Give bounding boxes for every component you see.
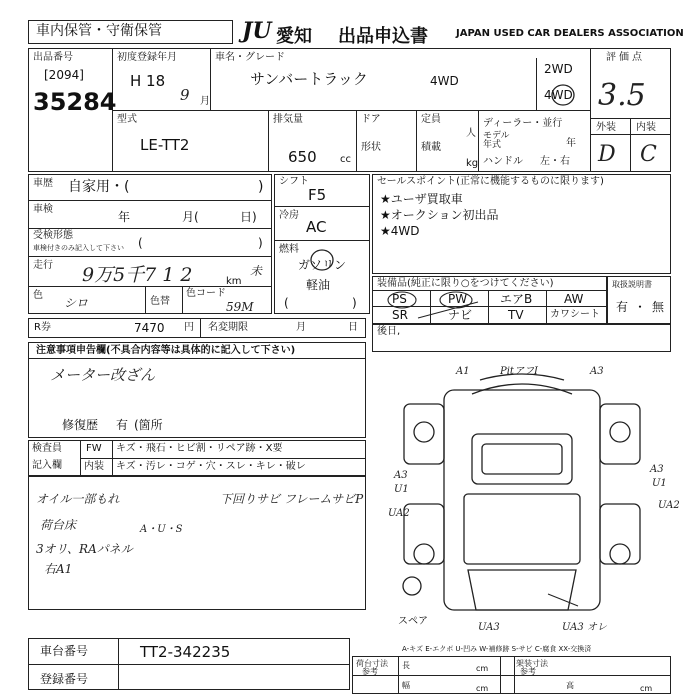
measures-unit-c: cm [640,684,653,693]
inspector-label-2: 記入欄 [32,460,62,471]
inspection-month: 月( [182,210,199,224]
notes-handwritten: メーター改ざん [50,366,156,384]
measures-length-a: 長 [402,661,410,670]
lot-number: 35284 [33,88,117,116]
inspector-label-1: 検査員 [32,443,62,454]
manual-label: 取扱説明書 [612,280,652,289]
equip-ps: PS [392,292,407,306]
handle-value: 左・右 [540,156,570,167]
lot-number-label: 出品番号 [33,52,73,63]
manual-sep: ・ [634,300,647,314]
document-title: 出品申込書 [338,26,428,47]
repair-suffix: (箇所 [134,418,163,432]
inspector-interior-label: 内装 [84,461,104,472]
equip-airbag: エアB [500,292,533,306]
displacement-label: 排気量 [273,114,303,125]
drive-2wd: 2WD [544,62,573,76]
color-code: 59M [226,300,254,314]
rating-label: 評価点 [606,52,645,63]
recycle-amount: 7470 [134,321,165,335]
inspection-form-sub: 車検付きのみ記入して下さい [33,244,124,252]
car-name: サンバートラック [250,70,368,88]
inspection-label: 車検 [33,204,53,215]
after-sale-box [372,324,671,352]
registration-month-unit: 月 [200,96,210,107]
fuel-gas-circle [308,248,336,272]
shift-value: F5 [308,186,327,204]
car-damage-diagram [372,354,672,634]
storage-label: 車内保管・守衛保管 [36,23,162,39]
color-label: 色 [33,290,43,301]
diagram-label-u1-right: U1 [652,478,667,489]
mileage-value: 9万5千7 1 2 [82,264,193,286]
exterior-grade: D [598,142,616,167]
color-code-label: 色コード [186,288,226,299]
manual-yes: 有 [616,300,629,314]
recycle-unit: 円 [184,322,194,333]
deadline-label: 名変期限 [208,322,248,333]
model-value: LE-TT2 [140,136,190,154]
interior-label: 内装 [636,122,656,133]
inspection-year: 年 [118,210,131,224]
drive-4wd: 4WD [544,88,573,102]
registration-label: 初度登録年月 [117,52,177,63]
damage-legend: A-キズ E-エクボ U-凹み W-補修跡 S-サビ C-腐食 XX-交換済 [402,645,592,653]
diagram-label-spare: スペア [398,616,428,627]
fuel-gas: ガソリン [298,258,347,272]
inspector-note-4: A・U・S [140,524,183,535]
displacement-value: 650 [288,148,317,166]
equip-pw: PW [448,292,468,306]
ju-logo: JU [242,18,272,44]
manual-no: 無 [652,300,665,314]
inspection-form-open: ( [138,236,143,250]
association-en: JAPAN USED CAR DEALERS ASSOCIATION [456,28,684,39]
measures-unit-a: cm [476,664,489,673]
diagram-label-ua3-left: UA3 [478,622,500,633]
registration-number-label: 登録番号 [40,672,89,686]
sales-point-2: ★オークション初出品 [380,208,499,222]
year-unit: 年 [566,138,576,149]
mileage-label: 走行 [33,260,53,271]
mileage-unit: km [226,276,242,287]
diagram-label-a3-right: A3 [650,464,664,475]
inspection-day: 日) [240,210,257,224]
registration-era-year: H 18 [130,72,166,90]
repair-label: 修復歴 [62,418,99,432]
diagram-label-a1: A1 [456,366,470,377]
fuel-label: 燃料 [279,244,299,255]
door-label: ドア [361,114,381,125]
rating-score: 3.5 [598,78,646,113]
chassis-number: TT2-342235 [140,643,231,661]
color-value: シロ [64,296,89,310]
equipment-label: 装備品(純正に限り○をつけてください) [377,278,554,289]
ac-value: AC [306,218,327,236]
handle-label: ハンドル [483,156,523,167]
inspector-note-3: 荷台床 [40,518,77,532]
diagram-label-ua2-right: UA2 [658,500,680,511]
fuel-open: ( [284,296,289,310]
measures-label-a: 荷台寸法 [356,659,388,668]
dealer-label: ディーラー・並行 [483,118,563,129]
measures-height-b: 高 [566,681,574,690]
drive-4wd-circle [550,82,580,108]
interior-grade: C [640,142,657,167]
inspector-note-5: 3オリ、RAパネル [36,542,133,556]
sales-point-1: ★ユーザ買取車 [380,192,463,206]
diagram-label-pit: PitアフI [500,366,538,377]
equip-aw: AW [564,292,584,306]
inspector-fw-items: キズ・飛石・ヒビ割・リペア跡・X要 [116,443,283,454]
capacity-label: 定員 [421,114,441,125]
inspector-note-6: 右A1 [44,562,73,576]
deadline-month: 月 [296,322,306,333]
sales-points-label: セールスポイント(正常に機能するものに限ります) [377,176,604,187]
car-grade: 4WD [430,74,459,88]
measures-width-a: 幅 [402,681,410,690]
recycle-box [28,318,366,338]
inspection-form-label: 受検形態 [33,230,73,241]
measures-ref-a: 参考 [362,667,378,676]
ac-label: 冷房 [279,210,299,221]
exterior-label: 外装 [596,122,616,133]
fuel-close: ) [352,296,357,310]
inspector-fw-label: FW [86,443,102,454]
load-unit: kg [466,158,479,169]
association-jp: 愛知 [276,26,312,47]
diagram-label-a3-left: A3 [394,470,408,481]
shift-label: シフト [279,176,309,187]
recycle-label: R券 [34,322,51,333]
car-name-label: 車名・グレード [215,52,285,63]
registration-month: 9 [180,86,190,104]
diagram-label-ua3-right: UA3 オレ [562,622,607,633]
usage-close: ) [258,179,264,195]
inspection-form-close: ) [258,236,263,250]
repair-value: 有 [116,418,129,432]
load-label: 積載 [421,142,441,153]
model-label: 型式 [117,114,137,125]
inspector-note-2: 下回りサビ フレームサビP [220,492,364,506]
measures-ref-b: 参考 [520,667,536,676]
lot-sub-number: [2094] [44,68,84,82]
equip-tv: TV [508,308,524,322]
diagram-label-a3-top: A3 [590,366,604,377]
equip-sr: SR [392,308,408,322]
equip-handwritten-marks [378,288,498,322]
displacement-unit: cc [340,154,351,165]
deadline-day: 日 [348,322,358,333]
diagram-label-ua2-left: UA2 [388,508,410,519]
after-sale-label: 後日, [377,326,401,337]
fuel-diesel: 軽油 [306,278,331,292]
mileage-note: 未 [250,264,263,278]
capacity-unit: 人 [466,128,476,139]
chassis-label: 車台番号 [40,644,89,658]
measures-label-b: 架装寸法 [516,659,548,668]
inspector-interior-items: キズ・汚レ・コゲ・穴・スレ・キレ・破レ [116,461,306,472]
diagram-label-u1-left: U1 [394,484,409,495]
shape-label: 形状 [361,142,381,153]
usage-label: 車歴 [33,178,53,189]
equip-navi: ナビ [448,308,473,322]
model-year-label: モデル年式 [483,131,510,150]
inspector-note-1: オイル一部もれ [36,492,120,506]
measures-unit-b: cm [476,684,489,693]
sales-point-3: ★4WD [380,224,420,238]
notes-label: 注意事項申告欄(不具合内容等は具体的に記入して下さい) [36,345,296,356]
usage-value: 自家用・( [68,179,130,195]
color-change-label: 色替 [150,296,170,307]
equip-seat: カワシート [550,309,600,320]
